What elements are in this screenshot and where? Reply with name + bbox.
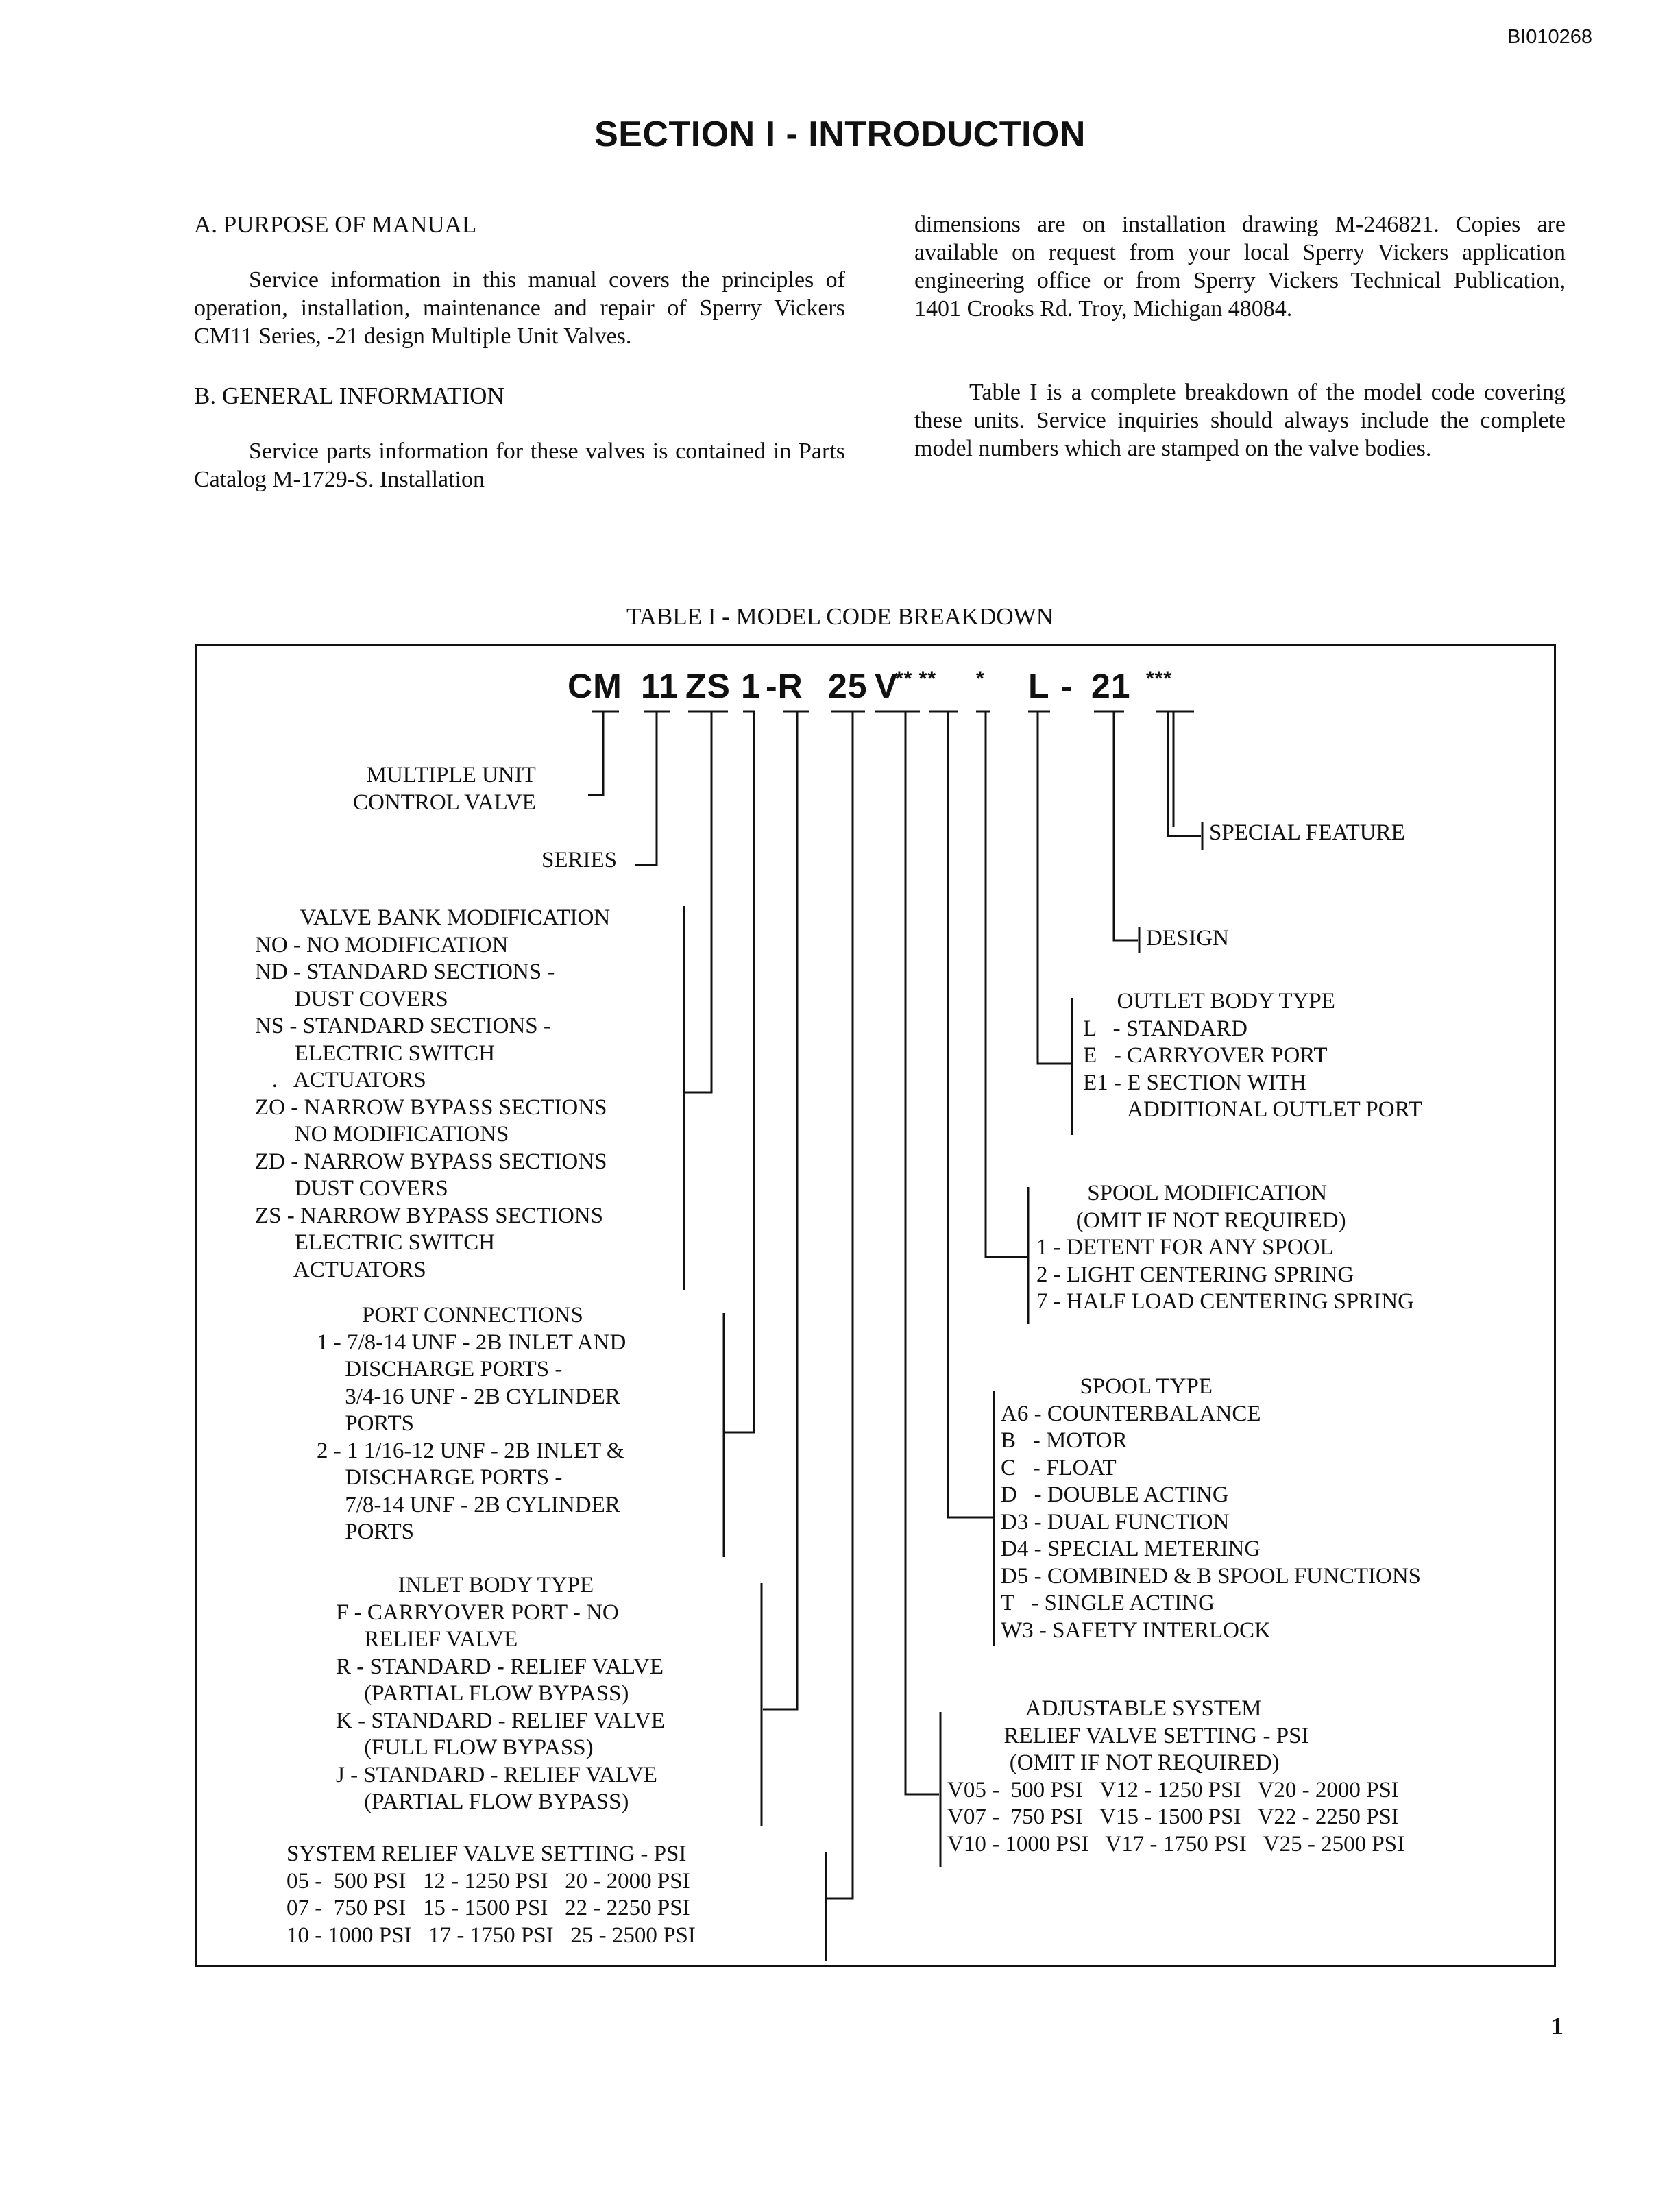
label-inlet-body: INLET BODY TYPE F - CARRYOVER PORT - NO RELIEF VALVE R - STANDARD - RELIEF VALVE (PARTIAL FLOW BYPASS) K - STANDARD - RELIEF VALVE (FULL FLOW BYPASS) J - STANDARD - RELIEF VALVE (PARTIAL FLOW BYPASS) bbox=[336, 1573, 665, 1814]
code-25: 25 bbox=[828, 667, 868, 705]
label-outlet-body: OUTLET BODY TYPE L - STANDARD E - CARRYOVER PORT E1 - E SECTION WITH ADDITIONAL OUTLET PORT bbox=[1083, 989, 1422, 1122]
label-spool-type: SPOOL TYPE A6 - COUNTERBALANCE B - MOTOR C - FLOAT D - DOUBLE ACTING D3 - DUAL FUNCTION D4 - SPECIAL METERING D5 - COMBINED & B SPOOL FUNCTIONS T - SINGLE ACTING W3 - SAFETY INTERLOCK bbox=[1001, 1374, 1421, 1643]
purpose-text: Service information in this manual covers the principles of operation, installation, maintenance and repair of Sperry Vickers CM11 Series, -21 design Multiple Unit Valves. bbox=[194, 267, 845, 349]
code-1: 1 bbox=[741, 667, 761, 705]
label-valve-bank: VALVE BANK MODIFICATION NO - NO MODIFICATION ND - STANDARD SECTIONS - DUST COVERS NS - STANDARD SECTIONS - ELECTRIC SWITCH . ACTUATORS ZO - NARROW BYPASS SECTIONS NO MODIFICATIONS ZD - NARROW BYPASS SECTIONS DUST COVERS ZS - NARROW BYPASS SECTIONS ELECTRIC SWITCH ACTUATORS bbox=[255, 905, 611, 1282]
label-adjustable-relief: ADJUSTABLE SYSTEM RELIEF VALVE SETTING - PSI (OMIT IF NOT REQUIRED) V05 - 500 PSI V12 - 1250 PSI V20 - 2000 PSI V07 - 750 PSI V15 - 1500 PSI V22 - 2250 PSI V10 - 1000 PSI V17 - 1750 PSI V25 - 2500 PSI bbox=[947, 1696, 1405, 1857]
left-column bbox=[194, 210, 845, 493]
label-design: DESIGN bbox=[1146, 926, 1229, 951]
code-zs: ZS bbox=[685, 667, 731, 705]
code-dash: - bbox=[1061, 667, 1073, 705]
table-intro-text: Table I is a complete breakdown of the model code covering these units. Service inquiries should always include the complete model numbers which are stamped on the valve bodies. bbox=[914, 380, 1566, 461]
label-port-connections: PORT CONNECTIONS 1 - 7/8-14 UNF - 2B INLET AND DISCHARGE PORTS - 3/4-16 UNF - 2B CYLINDER PORTS 2 - 1 1/16-12 UNF - 2B INLET & DISCHARGE PORTS - 7/8-14 UNF - 2B CYLINDER PORTS bbox=[317, 1303, 626, 1544]
label-special-feature: SPECIAL FEATURE bbox=[1209, 820, 1405, 845]
code-star: * bbox=[976, 668, 985, 690]
page-number: 1 bbox=[1551, 2012, 1563, 2040]
document-id: BI010268 bbox=[1507, 26, 1592, 48]
code-v-asterisks: ** ** bbox=[895, 668, 937, 690]
model-code bbox=[0, 666, 1680, 707]
code-21: 21 bbox=[1091, 667, 1131, 705]
code-cm: CM bbox=[568, 667, 622, 705]
code-r: -R bbox=[766, 667, 803, 705]
general-text: Service parts information for these valves is contained in Parts Catalog M-1729-S. Installation bbox=[194, 439, 845, 492]
code-11: 11 bbox=[641, 667, 679, 705]
right-column bbox=[914, 210, 1566, 463]
label-spool-modification: SPOOL MODIFICATION (OMIT IF NOT REQUIRED) 1 - DETENT FOR ANY SPOOL 2 - LIGHT CENTERING SPRING 7 - HALF LOAD CENTERING SPRING bbox=[1036, 1181, 1414, 1314]
purpose-heading: A. PURPOSE OF MANUAL bbox=[194, 211, 477, 238]
label-multiple-unit: MULTIPLE UNIT CONTROL VALVE bbox=[353, 763, 536, 815]
general-heading: B. GENERAL INFORMATION bbox=[194, 382, 504, 409]
code-l: L bbox=[1028, 667, 1050, 705]
code-v: V bbox=[875, 667, 899, 705]
installation-text: dimensions are on installation drawing M-246821. Copies are available on request from your local Sperry Vickers application engineering office or from Sperry Vickers Technical Publication, 1401 Crooks Rd. Troy, Michigan 48084. bbox=[914, 212, 1566, 321]
label-system-relief: SYSTEM RELIEF VALVE SETTING - PSI 05 - 500 PSI 12 - 1250 PSI 20 - 2000 PSI 07 - 750 PSI 15 - 1500 PSI 22 - 2250 PSI 10 - 1000 PSI 17 - 1750 PSI 25 - 2500 PSI bbox=[287, 1842, 696, 1948]
table-title: TABLE I - MODEL CODE BREAKDOWN bbox=[626, 603, 1054, 630]
code-special-asterisks: *** bbox=[1146, 668, 1173, 690]
label-series: SERIES bbox=[541, 848, 618, 872]
section-title: SECTION I - INTRODUCTION bbox=[594, 114, 1086, 154]
